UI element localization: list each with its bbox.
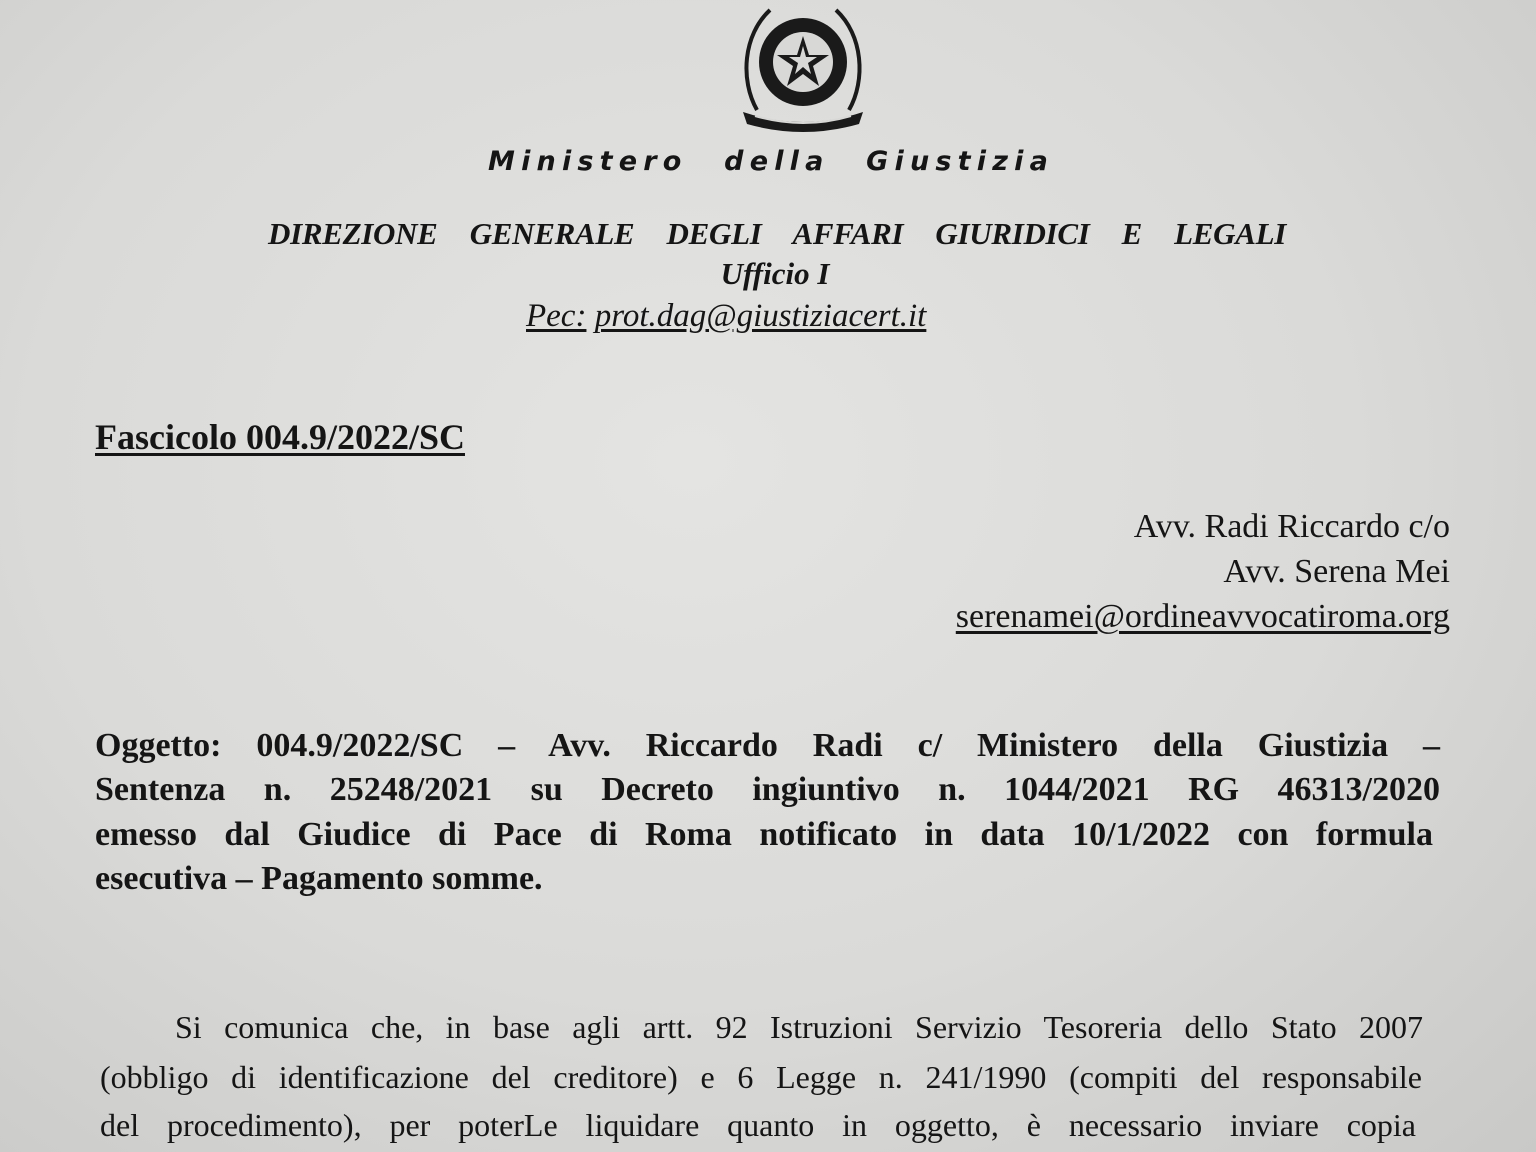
body-line: Si comunica che, in base agli artt. 92 Istruzioni Servizio Tesoreria dello Stato 2007 [175,1009,1423,1045]
subject-line: Oggetto: 004.9/2022/SC – Avv. Riccardo Radi c/ Ministero della Giustizia – [95,727,1440,764]
pec-email-link[interactable]: prot.dag@giustiziacert.it [594,298,927,334]
body-line: (obbligo di identificazione del creditore) e 6 Legge n. 241/1990 (compiti del responsabile [100,1059,1422,1095]
ministry-title: Ministero della Giustizia [488,146,1054,177]
subject-line: Sentenza n. 25248/2021 su Decreto ingiuntivo n. 1044/2021 RG 46313/2020 [95,771,1440,808]
pec-label: Pec: [526,298,587,334]
direction-title: DIREZIONE GENERALE DEGLI AFFARI GIURIDICI E LEGALI [268,216,1286,251]
subject-line: esecutiva – Pagamento somme. [95,860,543,897]
emblem-icon [735,0,871,132]
recipient-line-1: Avv. Radi Riccardo c/o [1133,508,1450,545]
recipient-line-2: Avv. Serena Mei [1223,553,1450,590]
body-line: del procedimento), per poterLe liquidare quanto in oggetto, è necessario inviare copia [100,1107,1416,1143]
pec-line [526,300,926,333]
file-reference: Fascicolo 004.9/2022/SC [95,417,465,457]
recipient-email-link[interactable]: serenamei@ordineavvocatiroma.org [955,598,1450,635]
subject-line: emesso dal Giudice di Pace di Roma notificato in data 10/1/2022 con formula [95,816,1433,853]
office-name: Ufficio I [720,256,830,291]
